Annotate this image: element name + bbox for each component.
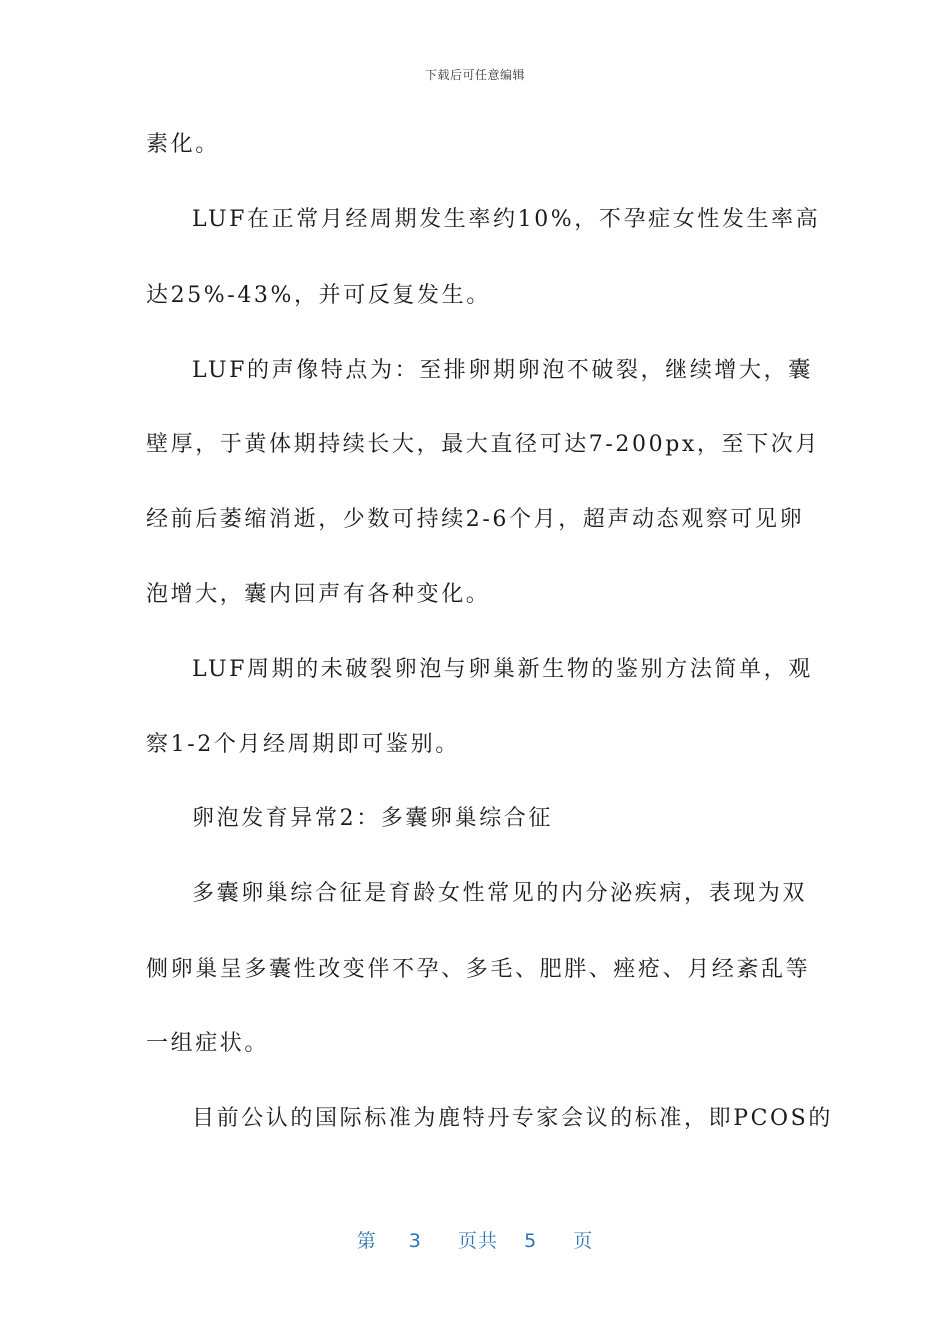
text-line: 素化。 <box>146 132 220 157</box>
text-line: 达25%-43%，并可反复发生。 <box>146 283 491 308</box>
text-line: LUF周期的未破裂卵泡与卵巢新生物的鉴别方法简单，观 <box>192 657 813 682</box>
text-line: 一组症状。 <box>146 1031 270 1056</box>
footer-suffix: 页 <box>573 1230 594 1252</box>
text-line: 经前后萎缩消逝，少数可持续2-6个月，超声动态观察可见卵 <box>146 507 805 532</box>
page-header: 下载后可任意编辑 <box>424 68 525 82</box>
current-page-number: 3 <box>408 1230 422 1252</box>
total-pages-number: 5 <box>524 1230 538 1252</box>
footer-prefix: 第 <box>356 1230 377 1252</box>
footer-middle: 页共 <box>457 1230 498 1252</box>
text-line: 泡增大，囊内回声有各种变化。 <box>146 582 491 607</box>
text-line: 侧卵巢呈多囊性改变伴不孕、多毛、肥胖、痤疮、月经紊乱等 <box>146 957 811 982</box>
text-line: 察1-2个月经周期即可鉴别。 <box>146 732 460 757</box>
text-line: 目前公认的国际标准为鹿特丹专家会议的标准，即PCOS的 <box>192 1106 833 1131</box>
text-line: LUF的声像特点为：至排卵期卵泡不破裂，继续增大，囊 <box>192 358 813 383</box>
text-line: 多囊卵巢综合征是育龄女性常见的内分泌疾病，表现为双 <box>192 881 808 906</box>
text-line: LUF在正常月经周期发生率约10%，不孕症女性发生率高 <box>192 207 821 232</box>
section-heading: 卵泡发育异常2：多囊卵巢综合征 <box>192 806 553 831</box>
text-line: 壁厚，于黄体期持续长大，最大直径可达7-200px，至下次月 <box>146 432 820 457</box>
page-footer <box>0 1226 950 1253</box>
